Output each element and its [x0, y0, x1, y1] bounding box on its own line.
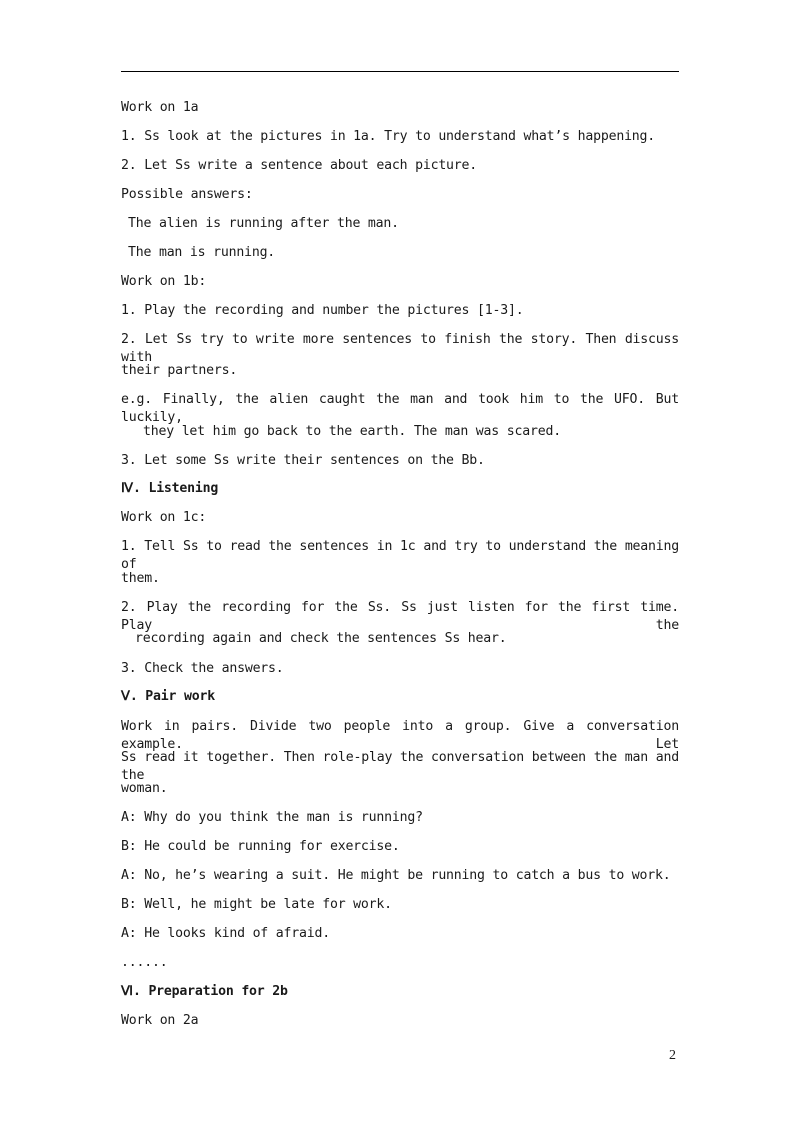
section-heading: Ⅳ. Listening	[121, 481, 219, 496]
text-line: 3. Let some Ss write their sentences on the Bb.	[121, 453, 485, 468]
text-line: Work on 1a	[121, 100, 199, 115]
text-line: Possible answers:	[121, 187, 253, 202]
section-heading: Ⅴ. Pair work	[121, 689, 215, 704]
text-line: e.g. Finally, the alien caught the man and took him to the UFO. But luckily,	[121, 392, 679, 425]
text-line: them.	[121, 571, 160, 586]
text-line: B: He could be running for exercise.	[121, 839, 400, 854]
header-rule	[121, 71, 679, 72]
text-line: The man is running.	[128, 245, 276, 260]
text-line: their partners.	[121, 363, 238, 378]
text-line: B: Well, he might be late for work.	[121, 897, 392, 912]
text-line: 1. Ss look at the pictures in 1a. Try to understand what’s happening.	[121, 129, 656, 144]
text-line: The alien is running after the man.	[128, 216, 399, 231]
text-line: A: No, he’s wearing a suit. He might be running to catch a bus to work.	[121, 868, 671, 883]
text-line: Work in pairs. Divide two people into a group. Give a conversation example. Let	[121, 719, 679, 752]
text-line: 2. Let Ss write a sentence about each picture.	[121, 158, 478, 173]
text-line: A: He looks kind of afraid.	[121, 926, 330, 941]
text-line: Work on 2a	[121, 1013, 199, 1028]
text-line: Ss read it together. Then role-play the conversation between the man and the	[121, 750, 679, 783]
text-line: Work on 1c:	[121, 510, 207, 525]
text-line: Work on 1b:	[121, 274, 207, 289]
section-heading: Ⅵ. Preparation for 2b	[121, 984, 288, 999]
text-line: A: Why do you think the man is running?	[121, 810, 423, 825]
text-line: 1. Tell Ss to read the sentences in 1c and try to understand the meaning of	[121, 539, 679, 572]
text-line: recording again and check the sentences Ss hear.	[135, 631, 507, 646]
text-line: woman.	[121, 781, 168, 796]
ellipsis-line: ......	[121, 955, 168, 970]
text-line: 3. Check the answers.	[121, 661, 284, 676]
text-line: they let him go back to the earth. The man was scared.	[143, 424, 561, 439]
text-line: 2. Let Ss try to write more sentences to finish the story. Then discuss with	[121, 332, 679, 365]
text-line: 1. Play the recording and number the pictures [1-3].	[121, 303, 524, 318]
text-line: 2. Play the recording for the Ss. Ss just listen for the first time. Play the	[121, 600, 679, 633]
page-number: 2	[669, 1048, 676, 1063]
